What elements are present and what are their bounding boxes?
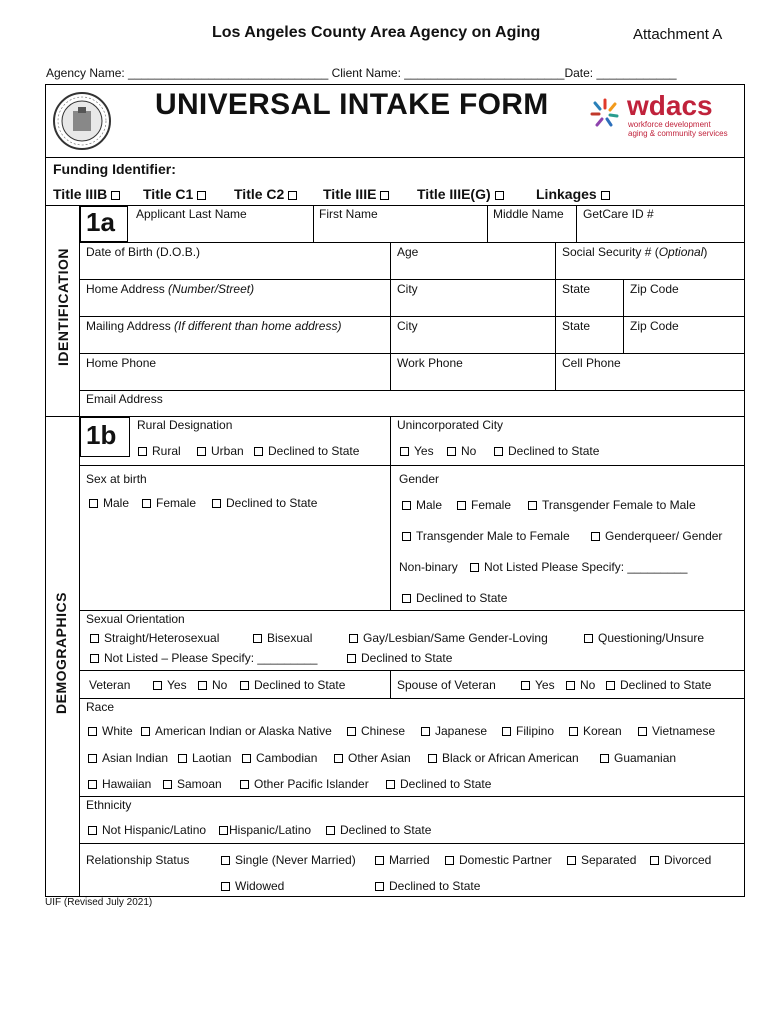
section-1a-number: 1a [86,207,115,237]
agency-client-date-line: Agency Name: ______________________________ Client Name: ________________________Date: ____________ [46,66,677,80]
divider [80,390,745,391]
checkbox[interactable] [347,727,356,736]
option-sex-male[interactable]: Male [89,496,129,510]
getcare-id-field[interactable]: GetCare ID # [583,207,654,221]
option-ethnicity-not-hispanic[interactable]: Not Hispanic/Latino [88,823,206,837]
checkbox[interactable] [457,501,466,510]
option-relationship-widowed[interactable]: Widowed [221,879,284,893]
checkbox[interactable] [153,681,162,690]
ethnicity-label: Ethnicity [86,798,132,812]
divider [80,279,745,280]
option-race-chinese[interactable]: Chinese [347,724,405,738]
middle-name-field[interactable]: Middle Name [493,207,564,221]
checkbox[interactable] [447,447,456,456]
checkbox[interactable] [650,856,659,865]
checkbox[interactable] [219,826,228,835]
gender-label: Gender [399,472,440,486]
option-sex-female[interactable]: Female [142,496,196,510]
checkbox[interactable] [380,191,389,200]
checkbox[interactable] [428,754,437,763]
dob-field[interactable]: Date of Birth (D.O.B.) [86,245,201,259]
option-veteran-yes[interactable]: Yes [153,678,187,692]
divider [80,465,745,466]
option-race-asian-indian[interactable]: Asian Indian [88,751,168,765]
home-address-field[interactable]: Home Address (Number/Street) [86,282,255,296]
checkbox[interactable] [88,727,97,736]
option-race-samoan[interactable]: Samoan [163,777,222,791]
divider [79,205,80,897]
option-race-japanese[interactable]: Japanese [421,724,487,738]
mailing-zip-field[interactable]: Zip Code [630,319,679,333]
gender-nonbinary-text: Non-binary [399,560,458,574]
checkbox[interactable] [591,532,600,541]
checkbox[interactable] [421,727,430,736]
checkbox[interactable] [240,681,249,690]
wdacs-logo-icon [585,92,625,132]
checkbox[interactable] [88,754,97,763]
checkbox[interactable] [178,754,187,763]
option-race-guamanian[interactable]: Guamanian [600,751,676,765]
option-relationship-single[interactable]: Single (Never Married) [221,853,356,867]
sexual-orientation-label: Sexual Orientation [86,612,185,626]
sex-at-birth-label: Sex at birth [86,472,147,486]
option-race-cambodian[interactable]: Cambodian [242,751,317,765]
checkbox[interactable] [347,654,356,663]
checkbox[interactable] [584,634,593,643]
checkbox[interactable] [445,856,454,865]
checkbox[interactable] [254,447,263,456]
mailing-state-field[interactable]: State [562,319,591,333]
option-ethnicity-declined[interactable]: Declined to State [326,823,431,837]
checkbox[interactable] [197,191,206,200]
option-gender-male[interactable]: Male [402,498,442,512]
checkbox[interactable] [142,499,151,508]
divider [576,205,577,242]
option-sex-declined[interactable]: Declined to State [212,496,317,510]
checkbox[interactable] [221,856,230,865]
checkbox[interactable] [386,780,395,789]
option-rural-declined[interactable]: Declined to State [254,444,359,458]
option-race-black[interactable]: Black or African American [428,751,579,765]
checkbox[interactable] [567,856,576,865]
option-race-filipino[interactable]: Filipino [502,724,554,738]
header-title: Los Angeles County Area Agency on Aging [212,24,541,41]
age-field[interactable]: Age [397,245,419,259]
checkbox[interactable] [494,447,503,456]
mailing-address-field[interactable]: Mailing Address (If different than home address) [86,319,342,333]
divider [80,610,745,611]
first-name-field[interactable]: First Name [319,207,378,221]
divider [80,843,745,844]
divider [45,416,745,417]
demographics-section-label: DEMOGRAPHICS [53,592,69,714]
option-race-hawaiian[interactable]: Hawaiian [88,777,151,791]
option-race-vietnamese[interactable]: Vietnamese [638,724,715,738]
checkbox[interactable] [502,727,511,736]
option-relationship-divorced[interactable]: Divorced [650,853,711,867]
option-unincorporated-declined[interactable]: Declined to State [494,444,599,458]
veteran-label: Veteran [89,678,131,692]
divider [80,796,745,797]
home-phone-field[interactable]: Home Phone [86,356,157,370]
home-state-field[interactable]: State [562,282,591,296]
funding-label: Funding Identifier: [53,161,176,177]
checkbox[interactable] [88,826,97,835]
funding-title-iiieg[interactable]: Title IIIE(G) [417,186,509,202]
ssn-field[interactable]: Social Security # (Optional) [562,245,708,259]
form-title: UNIVERSAL INTAKE FORM [155,88,549,121]
funding-title-c1[interactable]: Title C1 [143,186,211,202]
email-field[interactable]: Email Address [86,392,163,406]
checkbox[interactable] [375,882,384,891]
divider [80,670,745,671]
checkbox[interactable] [375,856,384,865]
wdacs-logo-text: wdacs [627,90,713,121]
checkbox[interactable] [141,727,150,736]
checkbox[interactable] [138,447,147,456]
funding-title-c2[interactable]: Title C2 [234,186,302,202]
checkbox[interactable] [288,191,297,200]
mailing-city-field[interactable]: City [397,319,418,333]
option-ethnicity-hispanic[interactable]: Hispanic/Latino [219,823,311,837]
divider [45,205,745,206]
checkbox[interactable] [221,882,230,891]
checkbox[interactable] [566,681,575,690]
checkbox[interactable] [197,447,206,456]
work-phone-field[interactable]: Work Phone [397,356,463,370]
rural-designation-label: Rural Designation [137,418,233,432]
option-race-other-asian[interactable]: Other Asian [334,751,411,765]
option-orientation-questioning[interactable]: Questioning/Unsure [584,631,704,645]
checkbox[interactable] [521,681,530,690]
checkbox[interactable] [90,634,99,643]
race-label: Race [86,700,115,714]
cell-phone-field[interactable]: Cell Phone [562,356,621,370]
checkbox[interactable] [495,191,504,200]
option-urban[interactable]: Urban [197,444,244,458]
option-unincorporated-no[interactable]: No [447,444,476,458]
checkbox[interactable] [470,563,479,572]
checkbox[interactable] [569,727,578,736]
divider [80,242,745,243]
checkbox[interactable] [528,501,537,510]
checkbox[interactable] [111,191,120,200]
wdacs-logo-sub2: aging & community services [628,129,728,138]
option-orientation-bisexual[interactable]: Bisexual [253,631,312,645]
divider [390,416,391,610]
checkbox[interactable] [89,499,98,508]
checkbox[interactable] [198,681,207,690]
checkbox[interactable] [402,532,411,541]
divider [313,205,314,242]
wdacs-logo-sub1: workforce development [628,120,711,129]
option-race-pacific-islander[interactable]: Other Pacific Islander [240,777,369,791]
option-relationship-declined[interactable]: Declined to State [375,879,480,893]
option-spouse-declined[interactable]: Declined to State [606,678,711,692]
funding-title-iiib[interactable]: Title IIIB [53,186,125,202]
option-gender-female[interactable]: Female [457,498,511,512]
checkbox[interactable] [163,780,172,789]
county-seal-icon [52,91,112,151]
checkbox[interactable] [606,681,615,690]
checkbox[interactable] [253,634,262,643]
footer-revision: UIF (Revised July 2021) [45,897,153,908]
option-gender-genderqueer[interactable]: Genderqueer/ Gender [591,529,722,543]
home-city-field[interactable]: City [397,282,418,296]
option-unincorporated-yes[interactable]: Yes [400,444,434,458]
option-race-declined[interactable]: Declined to State [386,777,491,791]
attachment-label: Attachment A [633,26,723,43]
divider [80,698,745,699]
checkbox[interactable] [240,780,249,789]
option-veteran-no[interactable]: No [198,678,227,692]
option-race-white[interactable]: White [88,724,133,738]
option-orientation-not-listed[interactable]: Not Listed – Please Specify: _________ [90,651,317,665]
checkbox[interactable] [402,501,411,510]
divider [487,205,488,242]
checkbox[interactable] [638,727,647,736]
option-race-korean[interactable]: Korean [569,724,622,738]
funding-title-iiie[interactable]: Title IIIE [323,186,394,202]
option-spouse-yes[interactable]: Yes [521,678,555,692]
checkbox[interactable] [242,754,251,763]
checkbox[interactable] [601,191,610,200]
unincorporated-city-label: Unincorporated City [397,418,504,432]
option-orientation-straight[interactable]: Straight/Heterosexual [90,631,219,645]
option-relationship-domestic-partner[interactable]: Domestic Partner [445,853,552,867]
checkbox[interactable] [334,754,343,763]
checkbox[interactable] [349,634,358,643]
home-zip-field[interactable]: Zip Code [630,282,679,296]
option-orientation-gay-lesbian[interactable]: Gay/Lesbian/Same Gender-Loving [349,631,548,645]
checkbox[interactable] [88,780,97,789]
checkbox[interactable] [90,654,99,663]
option-relationship-separated[interactable]: Separated [567,853,636,867]
option-relationship-married[interactable]: Married [375,853,430,867]
option-race-laotian[interactable]: Laotian [178,751,231,765]
section-1b-number: 1b [86,420,117,450]
option-gender-not-listed[interactable]: Not Listed Please Specify: _________ [470,560,687,574]
relationship-status-label: Relationship Status [86,853,190,867]
option-rural[interactable]: Rural [138,444,181,458]
option-gender-declined[interactable]: Declined to State [402,591,507,605]
option-race-american-indian[interactable]: American Indian or Alaska Native [141,724,332,738]
checkbox[interactable] [600,754,609,763]
identification-section-label: IDENTIFICATION [55,248,71,366]
checkbox[interactable] [212,499,221,508]
spouse-of-veteran-label: Spouse of Veteran [397,678,496,692]
divider [80,316,745,317]
option-gender-trans-mtf[interactable]: Transgender Male to Female [402,529,570,543]
checkbox[interactable] [402,594,411,603]
divider [80,353,745,354]
option-orientation-declined[interactable]: Declined to State [347,651,452,665]
divider [390,670,391,698]
checkbox[interactable] [326,826,335,835]
divider [45,157,745,158]
funding-linkages[interactable]: Linkages [536,186,615,202]
option-veteran-declined[interactable]: Declined to State [240,678,345,692]
last-name-field[interactable]: Applicant Last Name [136,207,247,221]
option-spouse-no[interactable]: No [566,678,595,692]
option-gender-trans-ftm[interactable]: Transgender Female to Male [528,498,696,512]
checkbox[interactable] [400,447,409,456]
